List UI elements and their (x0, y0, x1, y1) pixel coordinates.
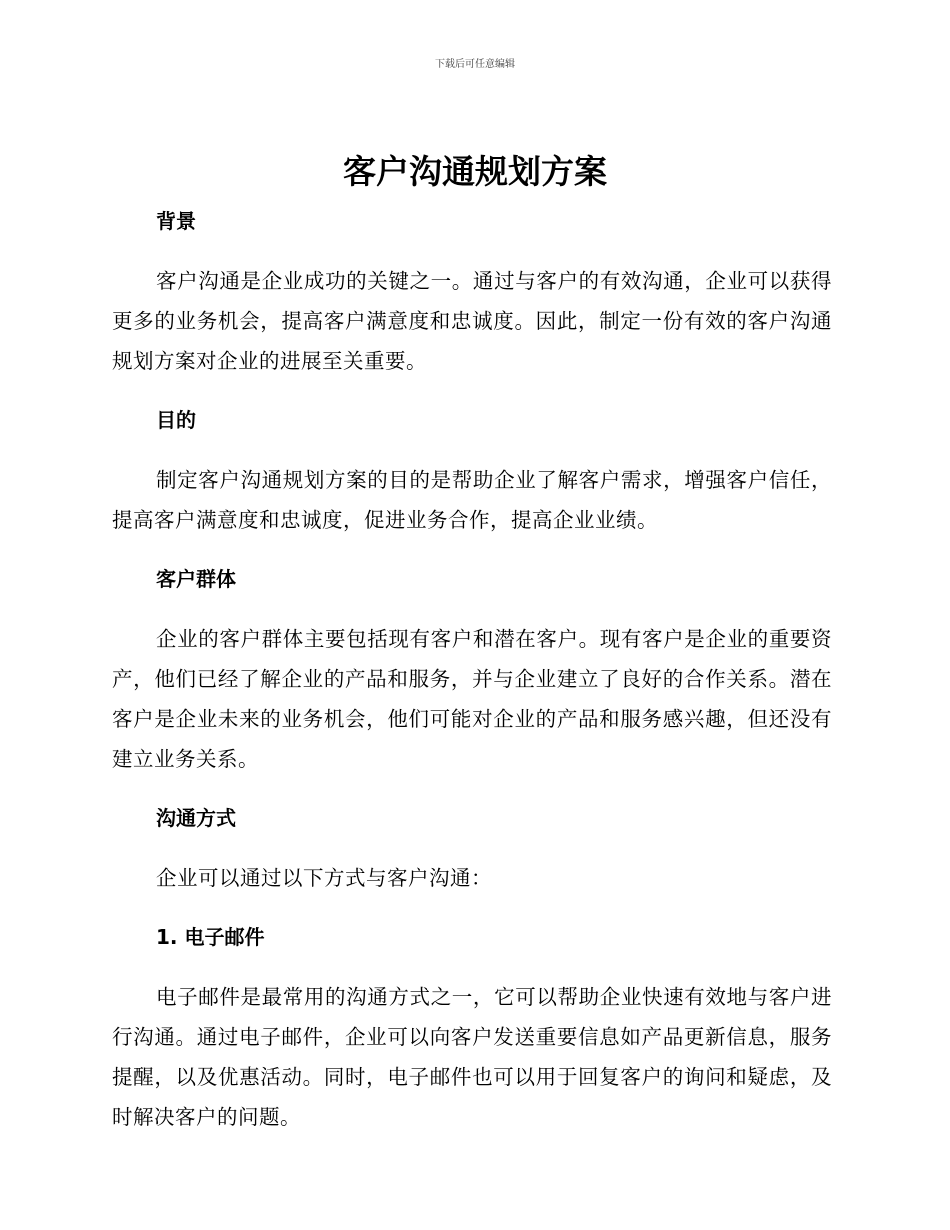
section-heading-background: 背景 (156, 209, 196, 233)
document-title: 客户沟通规划方案 (343, 152, 607, 191)
section-text-email: 电子邮件是最常用的沟通方式之一，它可以帮助企业快速有效地与客户进行沟通。通过电子邮件，企业可以向客户发送重要信息如产品更新信息，服务提醒，以及优惠活动。同时，电子邮件也可以用于回复客户的询问和疑虑，及时解决客户的问题。 (112, 985, 832, 1129)
section-text-methods: 企业可以通过以下方式与客户沟通： (156, 866, 492, 890)
document-body (112, 200, 832, 1137)
section-text-purpose: 制定客户沟通规划方案的目的是帮助企业了解客户需求，增强客户信任，提高客户满意度和忠诚度，促进业务合作，提高企业业绩。 (112, 468, 832, 532)
section-heading-email: 1. 电子邮件 (156, 925, 265, 949)
section-heading-customers: 客户群体 (156, 567, 236, 591)
section-text-background: 客户沟通是企业成功的关键之一。通过与客户的有效沟通，企业可以获得更多的业务机会，提高客户满意度和忠诚度。因此，制定一份有效的客户沟通规划方案对企业的进展至关重要。 (112, 269, 832, 373)
section-text-customers: 企业的客户群体主要包括现有客户和潜在客户。现有客户是企业的重要资产，他们已经了解企业的产品和服务，并与企业建立了良好的合作关系。潜在客户是企业未来的业务机会，他们可能对企业的产品和服务感兴趣，但还没有建立业务关系。 (112, 627, 832, 771)
header-note: 下载后可任意编辑 (435, 59, 515, 70)
section-heading-methods: 沟通方式 (156, 806, 236, 830)
section-heading-purpose: 目的 (156, 408, 196, 432)
